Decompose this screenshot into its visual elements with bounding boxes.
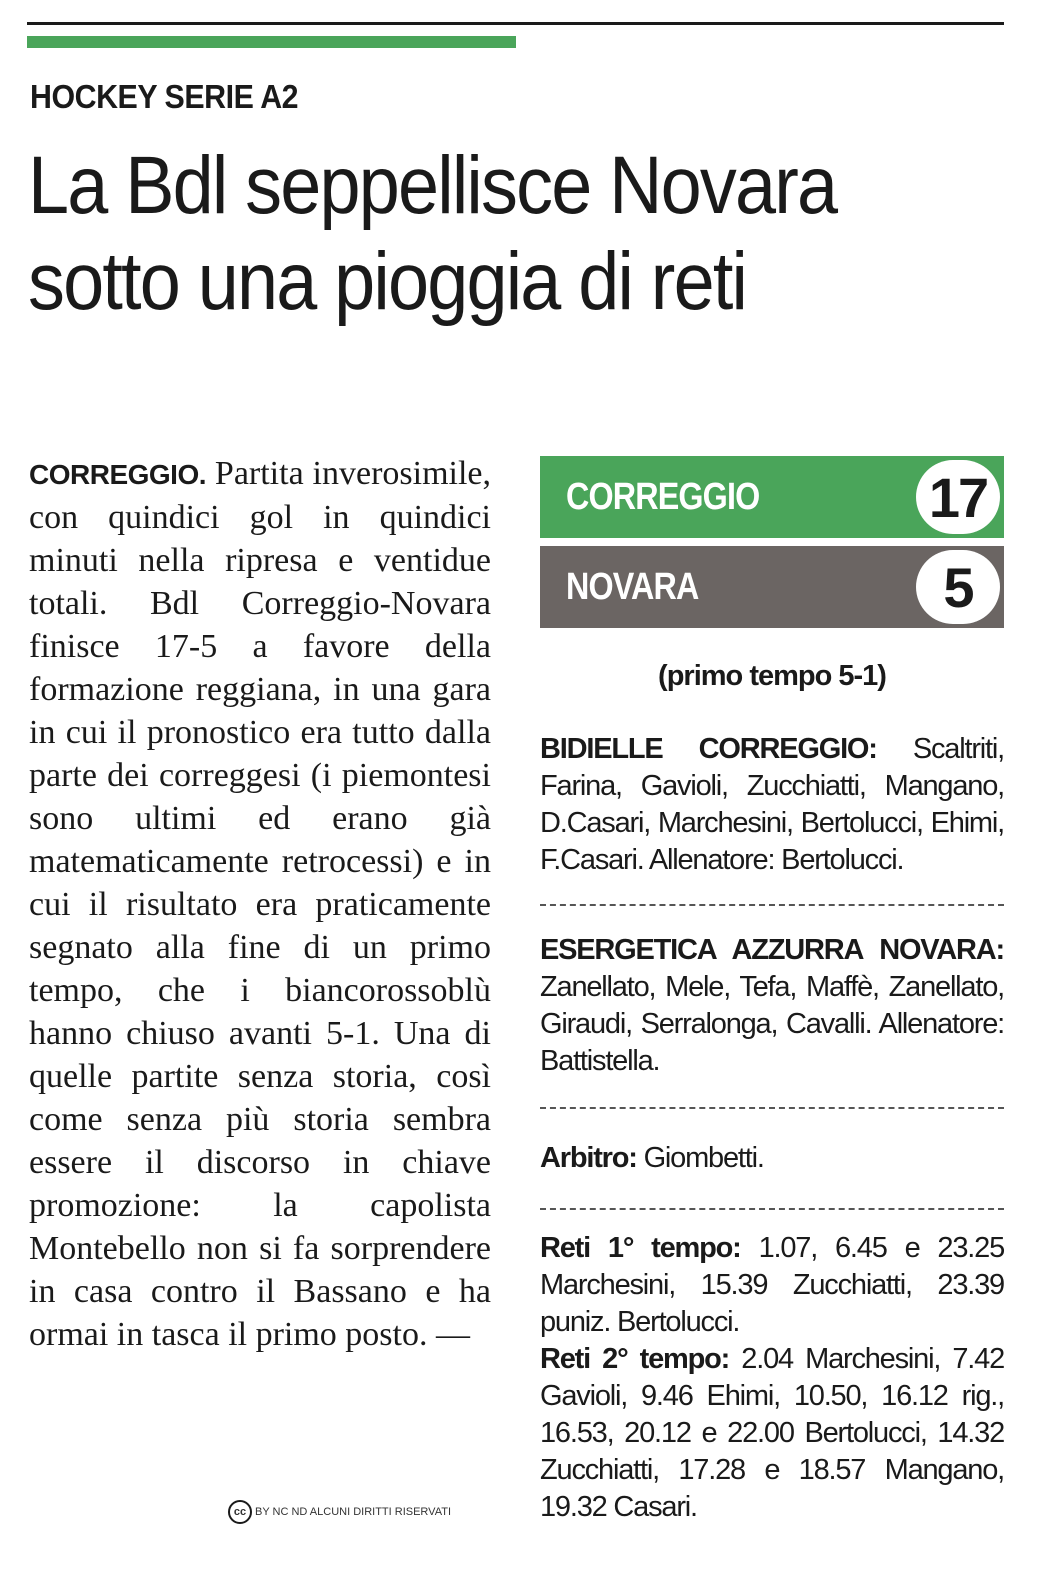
referee (540, 1140, 1004, 1177)
article-text: Partita inverosimile, con quindici gol in quindici minuti nella ripresa e ventidue totali. Bdl Correggio-Novara finisce 17-5 a favore della formazione reggiana, in una gara in cui il pronostico era tutto dalla parte dei correggesi (i piemontesi sono ultimi ed erano già matematicamente retrocessi) e in cui il risultato era praticamente segnato alla fine di un primo tempo, che i biancorossoblù hanno chiuso avanti 5-1. Una di quelle partite senza storia, così come senza più storia sembra essere il discorso in chiave promozione: la capolista Montebello non si fa sorprendere in casa contro il Bassano e ha ormai in tasca il primo posto. — (29, 455, 492, 1353)
headline-line-1: La Bdl seppellisce Novara (28, 140, 837, 231)
goals-second-half-label: Reti 2° tempo: (540, 1343, 730, 1375)
article-body (29, 452, 491, 1356)
away-lineup (540, 932, 1004, 1080)
away-team-score: 5 (916, 550, 1000, 624)
headline-line-2: sotto una pioggia di reti (28, 236, 747, 327)
halftime-score: (primo tempo 5-1) (658, 660, 886, 692)
goals-first-half (540, 1230, 1004, 1341)
referee-label: Arbitro: (540, 1142, 637, 1174)
goals-second-half (540, 1341, 1004, 1526)
goals-second-half-text: 2.04 Marchesini, 7.42 Gavioli, 9.46 Ehimi, 10.50, 16.12 rig., 16.53, 20.12 e 22.00 Bertolucci, 14.32 Zucchiatti, 17.28 e 18.57 Mangano, 19.32 Casari. (540, 1343, 1004, 1523)
home-lineup-text: Scaltriti, Farina, Gavioli, Zucchiatti, Mangano, D.Casari, Marchesini, Bertolucci, Ehimi, F.Casari. Allenatore: Bertolucci. (540, 733, 1004, 876)
dateline: CORREGGIO. (29, 459, 207, 490)
headline (28, 138, 919, 330)
away-team-name: NOVARA (566, 565, 699, 608)
home-team-name: CORREGGIO (566, 475, 760, 518)
divider (540, 904, 1004, 906)
away-lineup-label: ESERGETICA AZZURRA NOVARA: (540, 934, 1004, 966)
goals-first-half-text: 1.07, 6.45 e 23.25 Marchesini, 15.39 Zucchiatti, 23.39 puniz. Bertolucci. (540, 1232, 1005, 1338)
home-lineup-label: BIDIELLE CORREGGIO: (540, 733, 877, 765)
home-team-score-row (540, 456, 1004, 538)
goals-first-half-label: Reti 1° tempo: (540, 1232, 741, 1264)
section-kicker: HOCKEY SERIE A2 (30, 78, 299, 115)
section-accent-bar (27, 36, 516, 48)
away-team-score-row (540, 546, 1004, 628)
divider (540, 1107, 1004, 1109)
referee-text: Giombetti. (636, 1142, 764, 1174)
license-text: BY NC ND ALCUNI DIRITTI RISERVATI (255, 1506, 451, 1518)
creative-commons-icon: cc (228, 1500, 252, 1524)
away-lineup-text: Zanellato, Mele, Tefa, Maffè, Zanellato, Giraudi, Serralonga, Cavalli. Allenatore: Battistella. (540, 971, 1004, 1077)
home-lineup (540, 731, 1004, 879)
top-rule (27, 22, 1004, 25)
home-team-score: 17 (916, 460, 1000, 534)
divider (540, 1208, 1004, 1210)
license-notice (228, 1500, 451, 1524)
